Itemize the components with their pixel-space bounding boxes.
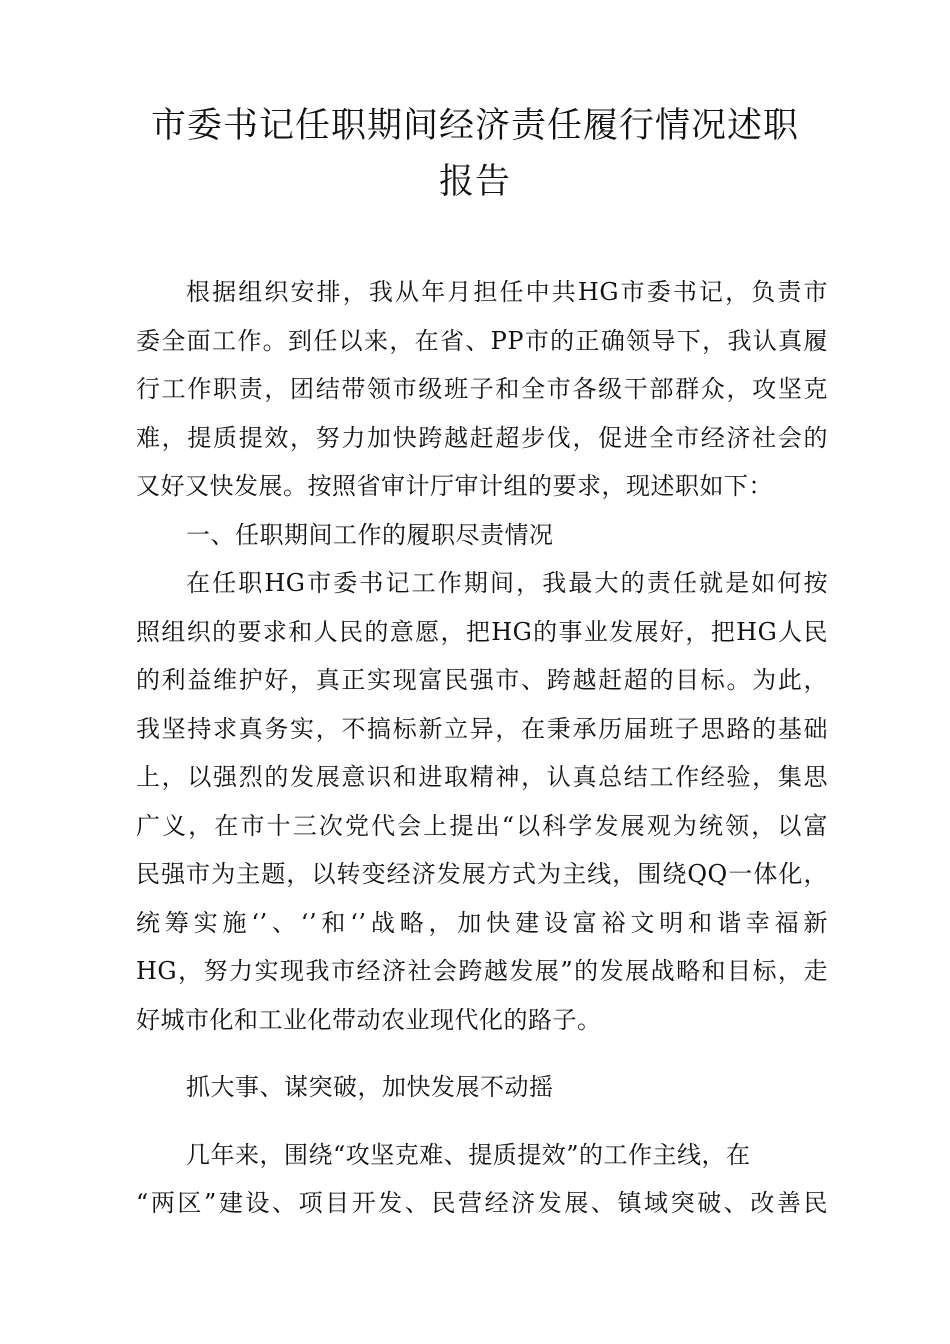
body-line: 行工作职责，团结带领市级班子和全市各级干部群众，攻坚克 bbox=[136, 375, 828, 403]
body-line: 我坚持求真务实，不搞标新立异，在秉承历届班子思路的基础 bbox=[136, 714, 828, 743]
body-line: 又好又快发展。按照省审计厅审计组的要求，现述职如下： bbox=[136, 472, 773, 500]
body-line: 照组织的要求和人民的意愿，把HG的事业发展好，把HG人民 bbox=[136, 617, 828, 646]
title-line-1: 市委书记任职期间经济责任履行情况述职 bbox=[150, 106, 799, 146]
document-title bbox=[100, 98, 850, 210]
body-line: 民强市为主题，以转变经济发展方式为主线，围绕QQ一体化， bbox=[136, 860, 828, 888]
body-line: 广义，在市十三次党代会上提出“以科学发展观为统领，以富 bbox=[136, 811, 828, 840]
body-line: 委全面工作。到任以来，在省、PP市的正确领导下，我认真履 bbox=[136, 326, 828, 355]
body-line: 在任职HG市委书记工作期间，我最大的责任就是如何按 bbox=[186, 569, 828, 597]
subsection-heading: 抓大事、谋突破，加快发展不动摇 bbox=[186, 1073, 554, 1101]
body-line: 根据组织安排，我从年月担任中共HG市委书记，负责市 bbox=[186, 278, 828, 306]
body-line: 好城市化和工业化带动农业现代化的路子。 bbox=[136, 1005, 602, 1034]
body-line: 几年来，围绕“攻坚克难、提质提效”的工作主线，在 bbox=[186, 1140, 751, 1169]
body-line: HG，努力实现我市经济社会跨越发展”的发展战略和目标，走 bbox=[136, 957, 828, 985]
title-line-2: 报告 bbox=[438, 162, 511, 202]
body-line: 的利益维护好，真正实现富民强市、跨越赶超的目标。为此， bbox=[136, 666, 828, 694]
body-line: 上，以强烈的发展意识和进取精神，认真总结工作经验，集思 bbox=[136, 763, 828, 791]
body-line: 难，提质提效，努力加快跨越赶超步伐，促进全市经济社会的 bbox=[136, 423, 828, 452]
body-line: 统筹实施‘’、‘’和‘’战略，加快建设富裕文明和谐幸福新 bbox=[136, 908, 828, 937]
section-heading: 一、任职期间工作的履职尽责情况 bbox=[186, 520, 554, 549]
body-line: “两区”建设、项目开发、民营经济发展、镇域突破、改善民 bbox=[136, 1189, 828, 1217]
document-body bbox=[136, 268, 828, 1228]
